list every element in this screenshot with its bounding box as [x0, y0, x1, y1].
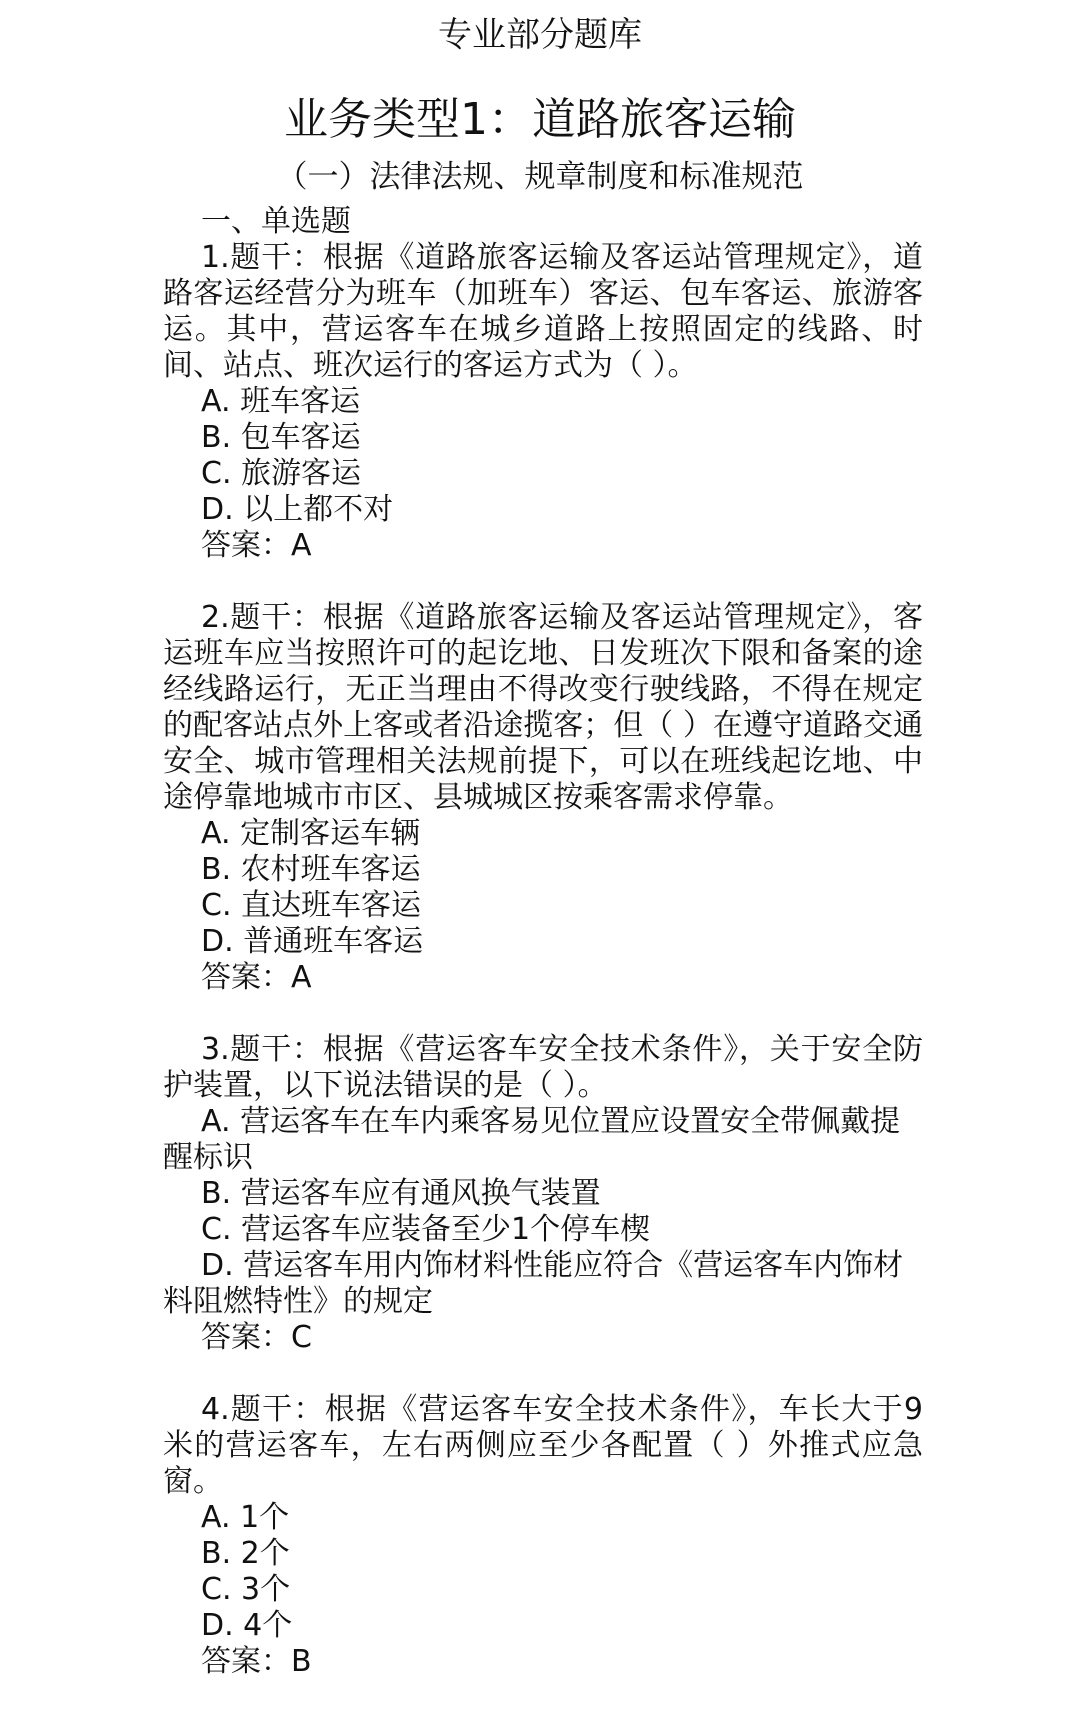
question-1	[163, 240, 923, 564]
question-3	[163, 1032, 923, 1356]
option-c: C. 营运客车应装备至少1个停车楔	[201, 1212, 651, 1247]
option-d: D. 以上都不对	[201, 492, 394, 527]
option-d: D. 营运客车用内饰材料性能应符合《营运客车内饰材料阻燃特性》的规定	[163, 1248, 904, 1319]
option-b: B. 营运客车应有通风换气装置	[201, 1176, 601, 1211]
question-stem: 1.题干：根据《道路旅客运输及客运站管理规定》，道路客运经营分为班车（加班车）客运、包车客运、旅游客运。其中，营运客车在城乡道路上按照固定的线路、时间、站点、班次运行的客运方式为（ ）。	[163, 240, 923, 383]
question-4	[163, 1392, 923, 1680]
option-a: A. 营运客车在车内乘客易见位置应设置安全带佩戴提醒标识	[163, 1104, 901, 1175]
option-c: C. 3个	[201, 1572, 291, 1607]
question-stem: 3.题干：根据《营运客车安全技术条件》，关于安全防护装置，以下说法错误的是（ ）。	[163, 1032, 923, 1103]
answer: 答案：B	[201, 1644, 312, 1679]
section-heading: 一、单选题	[201, 204, 351, 239]
answer: 答案：A	[201, 960, 312, 995]
option-a: A. 1个	[201, 1500, 290, 1535]
option-c: C. 旅游客运	[201, 456, 362, 491]
question-2	[163, 600, 923, 996]
answer: 答案：C	[201, 1320, 312, 1355]
question-stem: 2.题干：根据《道路旅客运输及客运站管理规定》，客运班车应当按照许可的起讫地、日发班次下限和备案的途经线路运行，无正当理由不得改变行驶线路，不得在规定的配客站点外上客或者沿途揽客；但（ ）在遵守道路交通安全、城市管理相关法规前提下，可以在班线起讫地、中途停靠地城市市区、县城城区按乘客需求停靠。	[163, 600, 923, 815]
subtitle: （一）法律法规、规章制度和标准规范	[276, 159, 804, 195]
option-a: A. 班车客运	[201, 384, 361, 419]
document-header: 专业部分题库	[438, 15, 642, 55]
option-d: D. 普通班车客运	[201, 924, 424, 959]
question-stem: 4.题干：根据《营运客车安全技术条件》，车长大于9米的营运客车，左右两侧应至少各配置（ ）外推式应急窗。	[163, 1392, 923, 1499]
option-a: A. 定制客运车辆	[201, 816, 421, 851]
question-list	[163, 204, 923, 1716]
option-d: D. 4个	[201, 1608, 293, 1643]
option-c: C. 直达班车客运	[201, 888, 422, 923]
option-b: B. 农村班车客运	[201, 852, 421, 887]
answer: 答案：A	[201, 528, 312, 563]
option-b: B. 包车客运	[201, 420, 361, 455]
option-b: B. 2个	[201, 1536, 290, 1571]
main-title: 业务类型1：道路旅客运输	[284, 94, 796, 145]
